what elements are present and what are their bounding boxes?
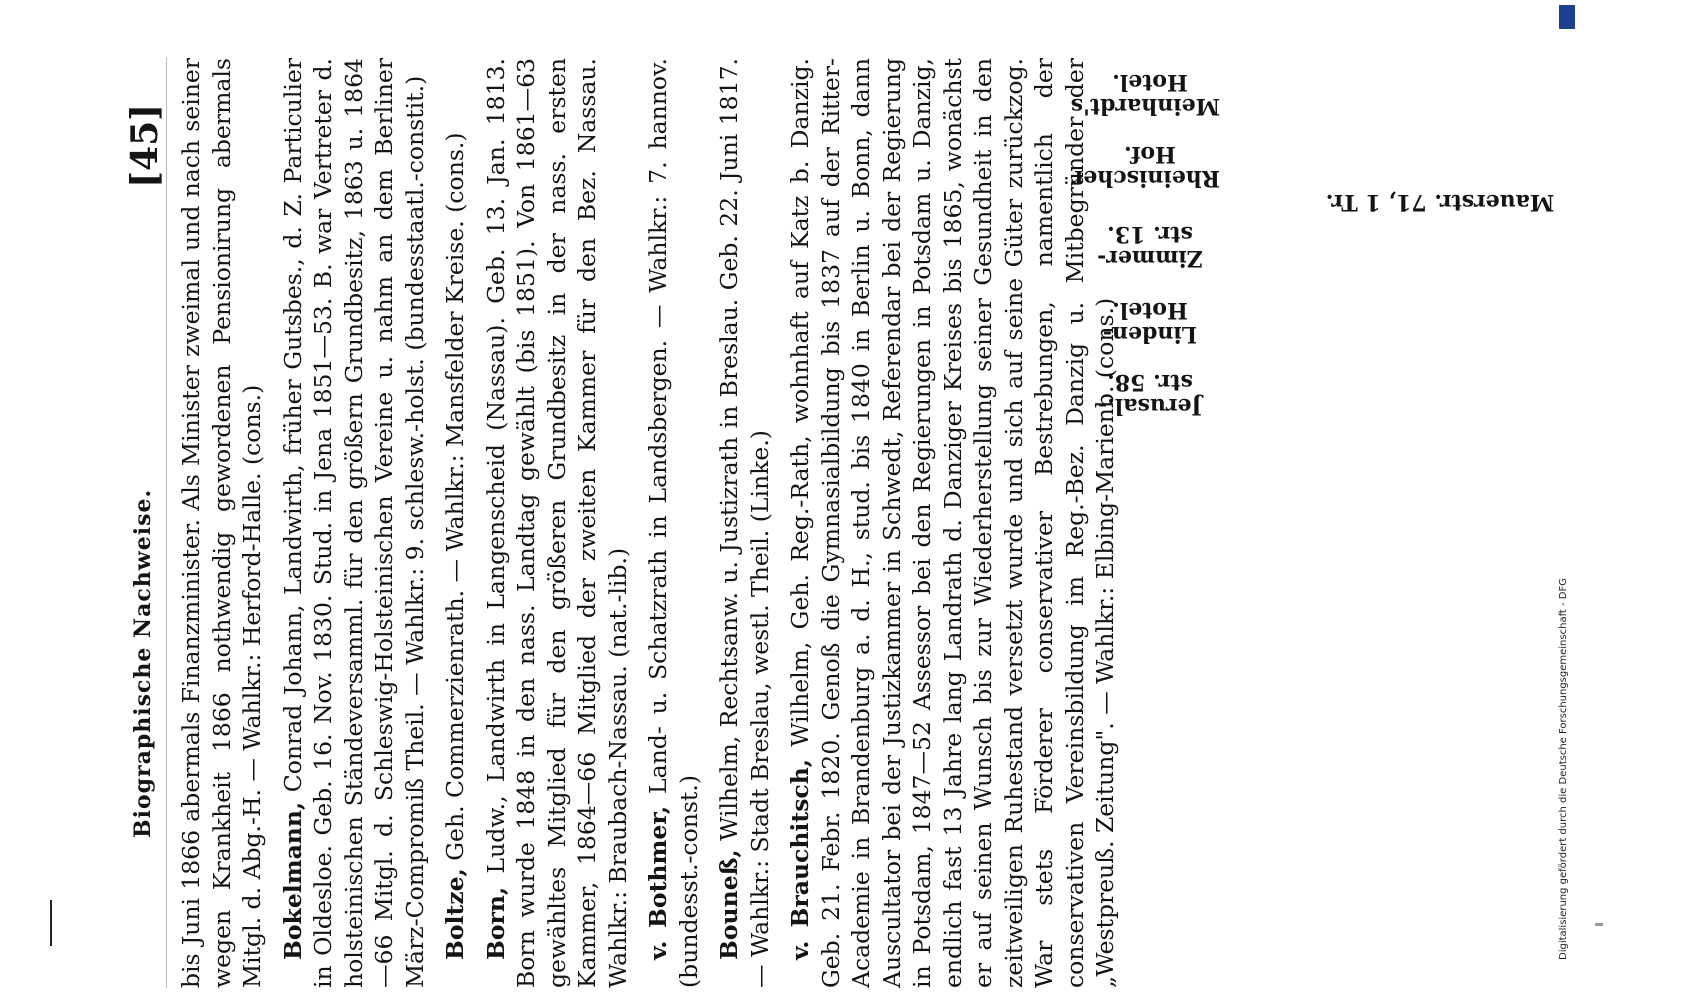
entry-name: Bokelmann, xyxy=(278,801,307,960)
digitization-credit-text: Digitalisierung gefördert durch die Deutsche Forschungsgemeinschaft - DFG xyxy=(1558,577,1569,960)
entry-bothmer xyxy=(643,58,704,988)
entry-text: Geh. Commerzienrath. — Wahlkr.: Mansfelder Kreise. (cons.) xyxy=(441,132,469,869)
entry-text: Conrad Johann, Landwirth, früher Gutsbes., d. Z. Particulier in Oldesloe. Geb. 16. Nov. 1830. Stud. in Jena 1851—53. B. war Vertreter d. holsteinischen Ständeversamml. für den größern Grundbesitz, 1863 u. 1864—66 Mitgl. d. Schleswig-Holsteinischen Vereine u. nahm an dem Berliner März-Compromiß Theil. — Wahlkr.: 9. schlesw.-holst. (bundesstaatl.-constit.) xyxy=(278,58,429,988)
biography-column xyxy=(176,58,1121,988)
running-title: Biographische Nachweise. xyxy=(130,488,156,838)
entry-text: Land- u. Schatzrath in Landsbergen. — Wahlkr.: 7. hannov. (bundesst.-const.) xyxy=(644,58,703,988)
address-line-2: Hotel. xyxy=(1112,297,1188,323)
scan-edge-mark xyxy=(50,900,52,946)
page-header xyxy=(126,58,167,988)
address-column xyxy=(1070,69,1600,440)
entry-boltze xyxy=(440,58,471,988)
scan-speck xyxy=(1595,923,1603,926)
address-line-1: Mauerstr. 71, 1 Tr. xyxy=(1325,189,1555,215)
entry-name: Boltze, xyxy=(441,868,469,960)
address-entry xyxy=(1080,222,1220,270)
entry-bokelmann xyxy=(278,58,431,988)
address-line-2: Hotel. xyxy=(1112,69,1188,95)
dfg-logo-icon xyxy=(1559,5,1575,29)
entry-name: v. Bothmer, xyxy=(644,805,672,960)
entry-continuation xyxy=(176,58,268,988)
printed-page xyxy=(126,58,1146,988)
entry-name: Born, xyxy=(481,886,510,960)
entry-born xyxy=(481,58,634,988)
address-line-2: str. 13. xyxy=(1107,221,1193,247)
page-number: [45] xyxy=(124,103,166,188)
address-line-1: Zimmer- xyxy=(1097,245,1203,271)
address-line-2: Hof. xyxy=(1124,141,1176,167)
entry-text: bis Juni 1866 abermals Finanzminister. Als Minister zweimal und nach seiner wegen Krankheit 1866 nothwendig gewordenen Pensionirung abermals Mitgl. d. Abg.-H. — Wahlkr.: Herford-Halle. (cons.) xyxy=(177,58,266,988)
address-entry xyxy=(1070,69,1220,119)
address-line-1: Meinhardt's xyxy=(1070,93,1220,119)
entry-text: Wilhelm, Geh. Reg.-Rath, wohnhaft auf Katz b. Danzig. Geb. 21. Febr. 1820. Genoß die Gymnasialbildung bis 1837 auf der Ritter-Academie in Brandenburg a. d. H., stud. bis 1840 in Berlin u. Bonn, dann Auscultator bei der Justizkammer in Schwedt, Referendar bei der Regierung in Potsdam, 1847—52 Assessor bei den Regierungen in Potsdam u. Danzig, endlich fast 13 Jahre lang Landrath d. Danziger Kreises bis 1865, wonächst er auf seinen Wunsch bis zur Wiederherstellung seiner Gesundheit in den zeitweiligen Ruhestand versetzt wurde und sich auf seine Güter zurückzog. War stets Förderer conservativer Bestrebungen, namentlich der conservativen Vereinsbildung im Reg.-Bez. Danzig u. Mitbegründer der „Westpreuß. Zeitung". — Wahlkr.: Elbing-Marienb. (cons.) xyxy=(786,58,1119,988)
entry-text: Ludw., Landwirth in Langenscheid (Nassau). Geb. 13. Jan. 1813. Born wurde 1848 in den nass. Landtag gewählt (bis 1851). Von 1861—63 gewähltes Mitglied für den größeren Grundbesitz in der nass. ersten Kammer, 1864—66 Mitglied der zweiten Kammer für den Bez. Nassau. Wahlkr.: Braubach-Nassau. (nat.-lib.) xyxy=(481,58,632,988)
address-line-1: Jerusal.- xyxy=(1098,393,1202,419)
entry-name: v. Brauchitsch, xyxy=(786,758,814,960)
address-entry xyxy=(1080,370,1220,418)
entry-bouness xyxy=(714,58,775,988)
entry-brauchitsch xyxy=(785,58,1121,988)
entry-text: Wilhelm, Rechtsanw. u. Justizrath in Breslau. Geb. 22. Juni 1817. — Wahlkr.: Stadt Breslau, westl. Theil. (Linke.) xyxy=(715,58,774,988)
address-line-2: str. 58. xyxy=(1107,369,1193,395)
digitization-credit xyxy=(1558,30,1584,960)
address-line-1: Rheinischer xyxy=(1071,165,1220,191)
entry-name: Bouneß, xyxy=(715,849,743,960)
address-entry xyxy=(1071,141,1220,191)
address-entry xyxy=(1320,190,1560,214)
address-line-1: Linden- xyxy=(1102,321,1198,347)
address-entry xyxy=(1080,298,1220,346)
